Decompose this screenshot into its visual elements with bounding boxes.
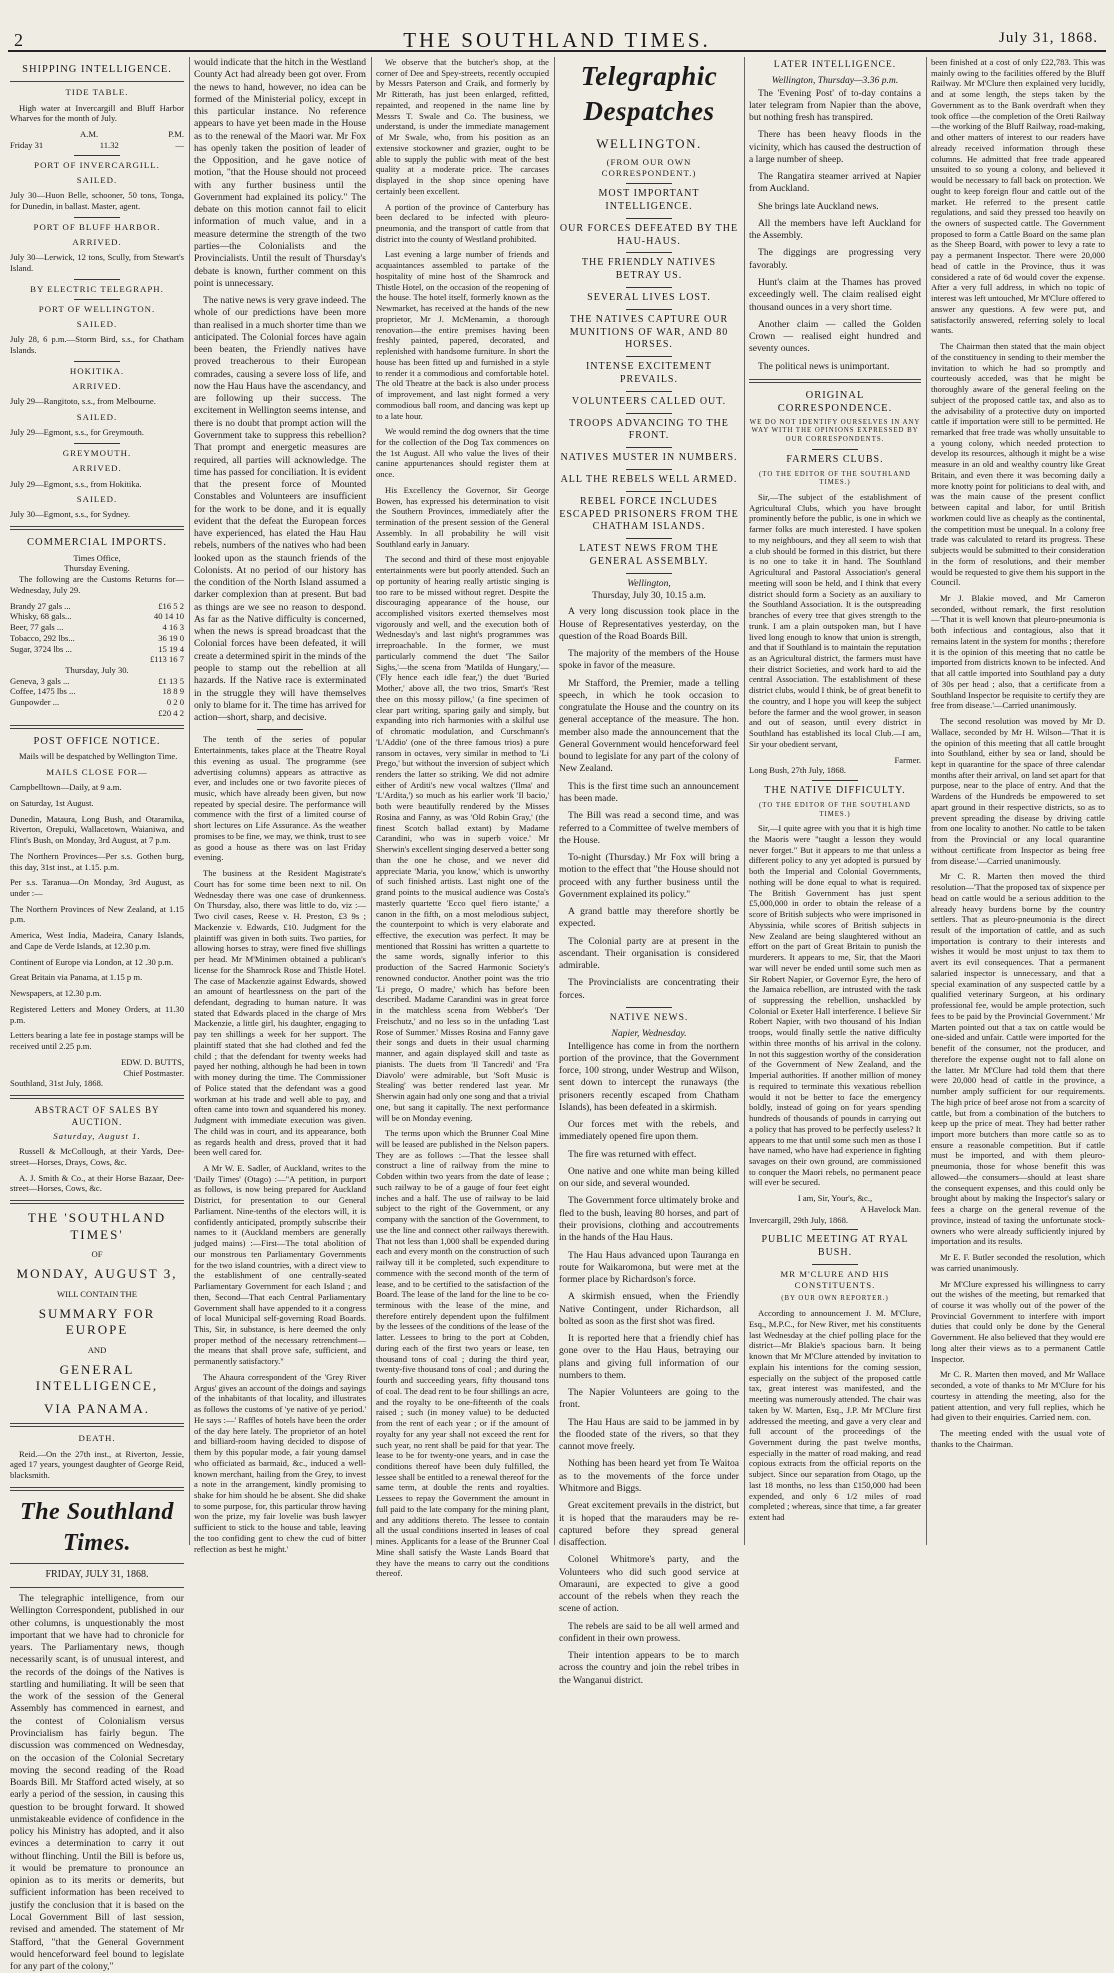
masthead-rule bbox=[8, 50, 1106, 52]
tide-table-header: TIDE TABLE. bbox=[65, 87, 129, 98]
news-item: A Mr W. E. Sadler, of Auckland, writes to the 'Daily Times' (Otago) :—"A petition, in purport as follows, is now being prepared for Auckland District, for presentation to our General Parliament. Nine-tenths of the electors will, it is confidently anticipated, promptly subscribe their names to it (Auckland members are generally judged mains) :—First—The total abolition of our monstrous ten Parliamentary Governments for the two island countries, with a direct view to the establishment of one centrally-seated Parliamentary Government for each Island ; and then, Second—That each Central Parliamentary Government shall have appended to it a congress of local Municipal self-governing Road Boards. This, Sir, in substance, is here deemed the only proper method of the necessary retrenchment—the means that shall prove safe, sufficient, and permanently satisfactory." bbox=[194, 1162, 366, 1367]
despatch-paragraph: A skirmish ensued, when the Friendly Native Contingent, under Richardson, all bolted as soon as the first shot was fired. bbox=[559, 1291, 739, 1327]
native-news-header: NATIVE NEWS. bbox=[609, 1011, 689, 1023]
postmaster-signature: EDW. D. BUTTS, bbox=[121, 1056, 184, 1067]
letter-signature: Farmer. bbox=[894, 754, 921, 765]
headline: LATEST NEWS FROM THE GENERAL ASSEMBLY. bbox=[579, 543, 719, 567]
article-paragraph: The native news is very grave indeed. The whole of our predictions have been more than realised in a much shorter time than we anticipated. The Colonial forces have again been beaten, the Friendly natives have proved treacherous to their European comrades, causing a severe loss of life, and now the Hau Haus have the ascendancy, and are following up their success. The excitement in Wellington seems intense, and there is no doubt that prompt action will the Government take to suppress this rebellion? That prompt and energetic measures are required, all parties will acknowledge. The time has passed for conciliation. It is evident that the present force of Mounted Constables and Volunteers are insufficient for the work to be done, and it is equally evident that the defeat the European forces have experienced, has elated the Hau Hau rebels, numbers of the natives who had been looked upon as the staunch friends of the Colonists. At no period of our history has the condition of the North Island assumed a darker complexion than at present. But bad as things are we see no reason to despond. As far as the Native difficulty is concerned, when the news is spread broadcast that the Colonial forces have been defeated, it will create a determined spirit in the minds of the people to stamp out the rebellion at all hazards. If the Native race is exterminated in the struggle they will have themselves only to blame for it. The time has arrived for action—short, sharp, and decisive. bbox=[194, 295, 366, 724]
column-6 bbox=[931, 57, 1105, 1545]
customs-row: Brandy 27 gals ... £16 5 2 bbox=[10, 600, 184, 611]
shipping-entry: July 30—Lerwick, 12 tons, Scully, from Stewart's Island. bbox=[10, 252, 184, 273]
shipping-entry: July 29—Egmont, s.s., for Greymouth. bbox=[10, 427, 144, 438]
news-item: His Excellency the Governor, Sir George Bowen, has expressed his determination to visit the Southern Provinces, immediately after the termination of the present session of the General Assembly. In all probability he will visit Southland early in January. bbox=[376, 484, 549, 549]
despatch-paragraph: One native and one white man being killed on our side, and several wounded. bbox=[559, 1165, 739, 1190]
post-item: Newspapers, at 12.30 p.m. bbox=[10, 988, 102, 999]
news-item: We would remind the dog owners that the time for the collection of the Dog Tax commences on the 1st August. All who value the lives of their canine appurtenances should register them at once. bbox=[376, 426, 549, 480]
news-item: The Ahaura correspondent of the 'Grey River Argus' gives an account of the doings and sayings of the inhabitants of that locality, and illustrates as follows the customs of 'ye native of ye period.' He says :—' Raffles of hotels have been the order of the day here lately. The proprietor of an hotel and billiard-room having decided to dispose of them by this popular mode, a fair young damsel who officiated as barmaid, &c., induced a well-known merchant, hailing from the Grey, to invest a note in the arrangement, kindly promising to shake for him should he be absent. She did shake to some purpose, for, this particular throw having won the prize, my fair lovelie was bush lawyer sufficient to stick to the house and table, leaving the too confiding gent to chew the cud of bitter reflection as best he might.' bbox=[194, 1371, 366, 1554]
shipping-entry: July 29—Rangitoto, s.s., from Melbourne. bbox=[10, 396, 156, 407]
despatch-paragraph: The Hau Haus are said to be jammed in by the flooded state of the rivers, so that they cannot move freely. bbox=[559, 1416, 739, 1453]
despatch-paragraph: All the members have left Auckland for the Assembly. bbox=[749, 217, 921, 242]
headline: TROOPS ADVANCING TO THE FRONT. bbox=[569, 417, 729, 442]
customs-row: Sugar, 3724 lbs ... 15 19 4 bbox=[10, 643, 184, 654]
despatch-paragraph: The Bill was read a second time, and was referred to a Committee of twelve members of the House. bbox=[559, 810, 739, 846]
headline: REBEL FORCE INCLUDES ESCAPED PRISONERS FROM THE CHATHAM ISLANDS. bbox=[559, 495, 739, 533]
headline: MOST IMPORTANT INTELLIGENCE. bbox=[598, 188, 700, 213]
meeting-report: Mr E. F. Butler seconded the resolution, which was carried unanimously. bbox=[931, 1252, 1105, 1273]
nameplate: The Southland Times. bbox=[20, 1498, 174, 1556]
column-5: LATER INTELLIGENCE. Wellington, Thursday—3.36 p.m. The 'Evening Post' of to-day contains a later telegram from Napier than the above, but nothing fresh has transpired. There has been heavy floods in the vicinity, which has caused the destruction of a large number of sheep. The Rangatira steamer arrived at Napier from Auckland. She brings late Auckland news. All the members have left Auckland for the Assembly. The diggings are progressing very favorably. Hunt's claim at the Thames has proved exceedingly well. The claim realised eight thousand ounces in a very short time. Another claim — called the Golden Crown — realised eight hundred and seventy ounces. The political news is unimportant. ORIGINAL CORRESPONDENCE. WE DO NOT IDENTIFY OURSELVES IN ANY WAY WITH THE OPINIONS EXPRESSED BY OUR CORRESPONDENTS. FARMERS CLUBS. (TO THE EDITOR OF THE SOUTHLAND TIMES.) Sir,—The subject of the establishment of Agricultural Clubs, which you have brought prominently before the public, is one in which we farmer folks are much interested. I have spoken to my neighbours, and they all seem to wish that a club should be formed in this district, but there is no one to take it in hand. The Southland Agricultural and Pastoral Association's general meeting will soon be held, and I think that every district should form a Society as an auxiliary to the Southland Association. It is the outspreading branches of every tree that gives strength to the trunk. I am a plain outspoken man, but I have lived long enough to know that union is strength, and that if Southland is to maintain the reputation as an Agricultural district, the farmers must have their district Societies, and work hard to aid the central Association. The establishment of these district clubs, would I think, be of great benefit to the country, and I hope you will keep the subject before the farmer and the wool grower, in season and out of season, until every district in Southland has established its local Club.—I am, Sir your obedient servant, Farmer. Long Bush, 27th July, 1868. THE NATIVE DIFFICULTY. (TO THE EDITOR OF THE SOUTHLAND TIMES.) Sir,—I quite agree with you that it is high time the Maoris were "taught a lesson they would never forget." But it appears to me that unless a different policy to any yet adopted is pursued by both the Imperial and Colonial Governments, nothing will be done equal to what is required. The British Government has just spent £5,000,000 in order to obtain the release of a score of British subjects who were imprisoned in Abyssinia, while scores of British subjects in New Zealand are being slaughtered without an effort on the part of Great Britain to punish the murderers. It appears to me, Sir, that the Maori war will never be ended until some such men as Sir Robert Napier, or Governor Eyre, the hero of the Jamaica rebellion, are intrusted with the task of suppressing the rebellion, unshackled by Colonial or Exeter Hall interference. I believe Sir Robert Napier, with two thousand of his Indian troops, would finally settle the native difficulty within three months of his arrival in the colony. In not this suggestion worthy of the consideration of the Government of New Zealand, and the Imperial authorities. If another million of money is required to terminate this vexatious rebellion would it not be better to face the emergency boldly, instead of going on for years spending hundreds of thousands of pounds in carrying out a policy that has proved to be perfectly useless? It appears to me that until some such men as those I have named, who have had experience in fighting savages on their own ground, are commissioned to conquer the Maori rebels, no permanent peace will ever be secured. I am, Sir, Your's, &c., A Havelock Man. Invercargill, 29th July, 1868. PUBLIC MEETING AT RYAL BUSH. MR M'CLURE AND HIS CONSTITUENTS. (BY OUR OWN REPORTER.) According to announcement J. M. M'Clure, Esq., M.P.C., for New River, met his constituents last Wednesday at the chief polling place for the district—Mr Blakie's spacious barn. It being known that Mr M'Clure attended by invitation to explain his intentions for the coming session, especially on the subject of the proposed cattle tax, great interest was manifested, and the meeting was numerously attended. The chair was taken by W. Marten, Esq., J.P. Mr M'Clure first addressed the meeting, and gave a very clear and full account of the proceedings of the Government during the past twelve months, especially in the matter of road making, and read copious extracts from the official reports on the subject. Since our separation from Otago, up the last 18 months, no less than £150,000 had been expended, and only 6 1/2 miles of road completed ; whereas, since that time, a far greater extent had bbox=[749, 59, 921, 1523]
masthead bbox=[0, 0, 1114, 52]
despatch-paragraph: The Napier Volunteers are going to the front. bbox=[559, 1387, 739, 1411]
meeting-report: Mr J. Blakie moved, and Mr Cameron seconded, without remark, the first resolution—'That it is well known that pleuro-pneumonia is both infectious and contagious, also that it remains latent in the system for months ; therefore it is the opinion of this meeting that no cattle be imported from districts known to be infected. And that all cattle imported into Southland pay a duty of 30s per head ; also, that a certificate from a Southland Inspector be requisite to certify they are free from disease.'—Carried unanimously. bbox=[931, 592, 1105, 711]
customs-intro: The following are the Customs Returns for—Wednesday, July 29. bbox=[10, 574, 184, 595]
despatch-paragraph: Our forces met with the rebels, and immediately opened fire upon them. bbox=[559, 1119, 739, 1143]
shipping-header: SHIPPING INTELLIGENCE. bbox=[22, 64, 172, 75]
newspaper-title: THE SOUTHLAND TIMES. bbox=[403, 28, 711, 52]
headline: INTENSE EXCITEMENT PREVAILS. bbox=[585, 361, 713, 385]
death-header: DEATH. bbox=[78, 1433, 116, 1444]
meeting-report: Mr C. R. Marten then moved the third resolution—'That the proposed tax of sixpence per head on cattle would be a serious addition to the already heavy burdens borne by the country settlers. That as pleuro-pneumonia is the direct result of the importation of cattle, and as such importation is contrary to their interests and wishes it would be most unjust to tax them to avert its evil consequences. That a permanent salaried inspector is unnecessary, and that a special examination of any suspected cattle by a qualified veterinary Surgeon, at his ordinary professional fee, would be ample protection, such fees to be paid by the Provincial Government.' Mr Marten pointed out that a tax on cattle would be one-sided and unfair. Cattle were imported for the benefit of the consumer, not the producer, and therefore the expense ought not to fall alone on the latter. Mr M'Clure had told them that there were 20,000 head of cattle in the province, a number amply sufficient for our requirements. The high price of beef arose not from a scarcity of cattle, but from a combination of the butchers to keep up the price of meat. They had better rather import more butchers than more cattle so as to ensure a reasonable competition. But if cattle must be imported, and with them pleuro-pneumonia, those for whose benefit this was allowed—the consumers—should at least share the consequent expenses, and this could only be brought about by making the Inspector's salary or fees a charge on the general revenue of the province, instead of taxing the unfortunate stock-owners who were already sufficiently injured by importation and its results. bbox=[931, 871, 1105, 1247]
public-meeting-header: PUBLIC MEETING AT RYAL BUSH. bbox=[761, 1234, 909, 1259]
letter-body: Sir,—The subject of the establishment of Agricultural Clubs, which you have brought prominently before the public, is one in which we farmer folks are much interested. I have spoken to my neighbours, and they all seem to wish that a club should be formed in this district, but there is no one to take it in hand. The Southland Agricultural and Pastoral Association's general meeting will soon be held, and I think that every district should form a Society as an auxiliary to the Southland Association. It is the outspreading branches of every tree that gives strength to the trunk. I am a plain outspoken man, but I have lived long enough to know that union is strength, and that if Southland is to maintain the reputation as an Agricultural district, the farmers must have their district Societies, and work hard to aid the central Association. The establishment of these district clubs, would I think, be of great benefit to the country, and I hope you will keep the subject before the farmer and the wool grower, in season and out of season, until every district in Southland has established its local Club.—I am, Sir your obedient servant, bbox=[749, 491, 921, 749]
port-bluff: PORT OF BLUFF HARBOR. bbox=[33, 221, 161, 232]
news-item: The second and third of these most enjoyable entertainments were but poorly attended. Such an op portunity of hearing really artistic singing is too rare to be missed without regret. Despite the discouraging appearance of the house, our accomplished visitors exerted themselves most vigorously and well, and the execution both of Wednesday's and last night's programmes was irreproachable. In the former, we must particularly commend the duet 'The Sailor Sighs,'—the scena from 'Matilda of Hungary,'—('Fly hence each idle fear,') the duet 'Buried Mother,' above all, the two trios, Smart's 'Rest thee on this mossy pillow,' (a fine specimen of clear part writing, sparing gaily and simply, but expanding into rich harmonies with a skilful use of chromatic modulation, and Curschmann's 'L'Addio' (one of the three famous trios) a pure ransom in octaves, very similar in method to 'Li Prego,' but without the inversion of subject which renders the latter so striking. We did not admire either of Arditi's new vocal waltzes ('Ilma' and 'L'Ardita,') so much as his earlier work 'Il bacio,' both were beautifully rendered by the Misses Rosina and Fanny, as was 'Old Robin Gray,' (the finest Scotch ballad extant) by Madame Carandini, who was in superb voice.' Mr Sherwin's excellent singing deserved a better song than the one he chose, and we never did appreciate 'Maria, you know,' which is unworthy of such finished artists. Last night one of the grand points to the musical audience was Costa's masterly quartette 'Ecco quel fiero istante,' a canon in the fifth, on a most melodious subject, the counterpoint to which is very elaborate and effective, the execution was perfect. It may be mentioned that Rossini has written a quartette to the same words, signally inferior to this production of the Sacred Harmonic Society's renowned conductor. Another point was the trio 'Li prego, O madre,' which has before been described. Madame Carandini was in great force in the matchless scena from Webber's 'Der Freischutz,' and no less so in the unfading 'Last Rose of Summer.' Misses Rosina and Fanny gave their songs and duets in their usual charming manner, and again displayed skill and taste as pianists. The duets from 'Il Tancredi' and 'Fra Diavolo' were admirable, but 'Soft Music is Stealing' was better rendered last year. Mr Sherwin again had only one song and that a trivial one, but sang it capitally. The next performance will be on Monday evening. bbox=[376, 554, 549, 1123]
meeting-report: The second resolution was moved by Mr D. Wallace, seconded by Mr H. Wilson—'That it is the opinion of this meeting that all cattle brought into Southland, either by sea or land, should be kept in quarantine for the space of three calendar months after their arrival, on land set apart for that purpose, near to the place of entry. And that the Wardens of the Hundreds be empowered to set apart ground in their respective districts, so as to prevent spreading the disease by driving cattle from one locality to another. No cattle to be taken from the Provincial or any local quarantine without certificate from Inspector as being free from disease.'—Carried unanimously. bbox=[931, 716, 1105, 866]
port-wellington: PORT OF WELLINGTON. bbox=[38, 303, 156, 314]
post-item: Campbelltown—Daily, at 9 a.m. bbox=[10, 782, 122, 793]
despatch-paragraph: Colonel Whitmore's party, and the Volunteers who did such good service at Omarauni, are expected to give a good account of the rebels when they reach the scene of action. bbox=[559, 1554, 739, 1615]
despatch-paragraph: The 'Evening Post' of to-day contains a later telegram from Napier than the above, but nothing fresh has transpired. bbox=[749, 87, 921, 124]
tide-note: High water at Invercargill and Bluff Harbor Wharves for the month of July. bbox=[10, 102, 184, 124]
auction-entry: Russell & McCollough, at their Yards, Dee-street—Horses, Drays, Cows, &c. bbox=[10, 1146, 184, 1167]
meeting-report: The Chairman then stated that the main object of the constituency in sending to their member the invitation to which he had so promptly and courteously acceded, was that he might be thoroughly aware of the general feeling on the subject of the proposed cattle tax, and also as to the advisability of a protective duty on imported cattle if importation were still to be permitted. He remarked that free trade was wholly unsuitable to a young colony, which needed protection to develop its resources, although it might be a wise measure in an old and wealthy country like Great Britain, and even there it was becoming daily a more knotty point for politicians to deal with, and was the main cause of the present conflict between capital and labor, for until British workmen could live as cheaply as the continental, the competition must be unequal. In a colony free trade was calculated to retard its progress. These subjects would be submitted to their consideration in the form of resolutions, and their member would be requested to give them his support in the Council. bbox=[931, 341, 1105, 588]
shipping-entry: July 29—Egmont, s.s., from Hokitika. bbox=[10, 478, 142, 489]
issue-date: July 31, 1868. bbox=[998, 30, 1098, 46]
customs-total: £113 16 7 bbox=[149, 654, 184, 665]
despatch-paragraph: The Colonial party are at present in the ascendant. Their organisation is considered admirable. bbox=[559, 935, 739, 972]
post-item: Great Britain via Panama, at 1.15 p m. bbox=[10, 972, 143, 983]
customs-total: £20 4 2 bbox=[158, 707, 184, 718]
dateline-city: WELLINGTON. bbox=[596, 136, 702, 152]
despatch-paragraph: The political news is unimportant. bbox=[758, 360, 890, 372]
customs-row: Gunpowder ... 0 2 0 bbox=[10, 697, 184, 708]
customs-row: Geneva, 3 gals ... £1 13 5 bbox=[10, 675, 184, 686]
despatch-paragraph: The Provincialists are concentrating their forces. bbox=[559, 977, 739, 1001]
correspondence-header: ORIGINAL CORRESPONDENCE. bbox=[777, 389, 893, 415]
port-invercargill: PORT OF INVERCARGILL. bbox=[34, 159, 160, 170]
column-4: Telegraphic Despatches WELLINGTON. (FROM OUR OWN CORRESPONDENT.) MOST IMPORTANT INTELLIGENCE. OUR FORCES DEFEATED BY THE HAU-HAUS. THE FRIENDLY NATIVES BETRAY US. SEVERAL LIVES LOST. THE NATIVES CAPTURE OUR MUNITIONS OF WAR, AND 80 HORSES. INTENSE EXCITEMENT PREVAILS. VOLUNTEERS CALLED OUT. TROOPS ADVANCING TO THE FRONT. NATIVES MUSTER IN NUMBERS. ALL THE REBELS WELL ARMED. REBEL FORCE INCLUDES ESCAPED PRISONERS FROM THE CHATHAM ISLANDS. LATEST NEWS FROM THE GENERAL ASSEMBLY. Wellington, Thursday, July 30, 10.15 a.m. A very long discussion took place in the House of Representatives yesterday, on the question of the Road Boards Bill. The majority of the members of the House spoke in favor of the measure. Mr Stafford, the Premier, made a telling speech, in which he took occasion to congratulate the House and the country on its general acceptance of the measure. The hon. member also made the announcement that the General Government would henceforward feel bound to legislate for any part of the colony of New Zealand. This is the first time such an announcement has been made. The Bill was read a second time, and was referred to a Committee of twelve members of the House. To-night (Thursday.) Mr Fox will bring a motion to the effect that "the House should not proceed with any further business until the Government explained its policy." A grand battle may therefore shortly be expected. The Colonial party are at present in the ascendant. Their organisation is considered admirable. The Provincialists are concentrating their forces. NATIVE NEWS. Napier, Wednesday. Intelligence has come in from the northern portion of the province, that the Government force, 100 strong, under Westrup and Wilson, sent down to intercept the runaways (the prisoners recently escaped from Chatham Islands), has been defeated in a skirmish. Our forces met with the rebels, and immediately opened fire upon them. The fire was returned with effect. One native and one white man being killed on our side, and several wounded. The Government force ultimately broke and fled to the bush, leaving 80 horses, and part of their provisions, clothing and accoutrements in the hands of the Hau Haus. The Hau Haus advanced upon Tauranga en route for Waikaromona, but were met at the former place by Richardson's force. A skirmish ensued, when the Friendly Native Contingent, under Richardson, all bolted as soon as the first shot was fired. It is reported here that a friendly chief has gone over to the Hau Haus, betraying our plans and giving full information of our numbers to them. The Napier Volunteers are going to the front. The Hau Haus are said to be jammed in by the flooded state of the rivers, so that they cannot move freely. Nothing has been heard yet from Te Waitoa as to the movements of the force under Whitmore and Biggs. Great excitement prevails in the district, but it is hoped that the marauders may be re-captured before they spread general disaffection. Colonel Whitmore's party, and the Volunteers who did such good service at Omarauni, are expected to give a good account of the rebels when they reach the scene of action. The rebels are said to be all well armed and confident in their own prowess. Their intention appears to be to march across the country and join the rebel tribes in the Wanganui district. bbox=[559, 61, 739, 1686]
despatch-paragraph: Mr Stafford, the Premier, made a telling speech, in which he took occasion to congratulate the House and the country on its general acceptance of the measure. The hon. member also made the announcement that the General Government would henceforward feel bound to legislate for any part of the colony of New Zealand. bbox=[559, 677, 739, 775]
customs-row: Coffee, 1475 lbs ... 18 8 9 bbox=[10, 686, 184, 697]
post-item: The Northern Provinces of New Zealand, at 1.15 p.m. bbox=[10, 903, 184, 925]
post-item: Dunedin, Mataura, Long Bush, and Otaramika, Riverton, Orepuki, Wallacetown, Waianiwa, and Flint's Bush, on Monday, 3rd August, at 7 p.m. bbox=[10, 813, 184, 846]
letter-body: Sir,—I quite agree with you that it is high time the Maoris were "taught a lesson they would never forget." But it appears to me that unless a different policy to any yet adopted is pursued by both the Imperial and Colonial Governments, nothing will be done equal to what is required. The British Government has just spent £5,000,000 in order to obtain the release of a score of British subjects who were imprisoned in Abyssinia, while scores of British subjects in New Zealand are being slaughtered without an effort on the part of Great Britain to punish the murderers. It appears to me, Sir, that the Maori war will never be ended until some such men as Sir Robert Napier, or Governor Eyre, the hero of the Jamaica rebellion, are intrusted with the task of suppressing the rebellion, unshackled by Colonial or Exeter Hall interference. I believe Sir Robert Napier, with two thousand of his Indian troops, would finally settle the native difficulty within three months of his arrival in the colony. In not this suggestion worthy of the consideration of the Government of New Zealand, and the Imperial authorities. If another million of money is required to terminate this vexatious rebellion would it not be better to face the emergency boldly, instead of going on for years spending hundreds of thousands of pounds in carrying out a policy that has proved to be perfectly useless? It appears to me that until some such men as those I have named, who have had experience in fighting savages on their own ground, are commissioned to conquer the Maori rebels, no permanent peace will ever be secured. bbox=[749, 823, 921, 1188]
shipping-entry: July 30—Huon Belle, schooner, 50 tons, Tonga, for Dunedin, in ballast. Master, agent. bbox=[10, 190, 184, 211]
tide-columns: A.M. P.M. bbox=[80, 129, 184, 140]
headline: VOLUNTEERS CALLED OUT. bbox=[571, 395, 727, 407]
telegraphic-despatches-title: Telegraphic Despatches bbox=[580, 61, 718, 126]
later-intelligence-header: LATER INTELLIGENCE. bbox=[773, 59, 897, 70]
headline: THE NATIVES CAPTURE OUR MUNITIONS OF WAR, AND 80 HORSES. bbox=[569, 313, 729, 351]
news-item: The business at the Resident Magistrate's Court has for some time been next to nil. On Wednesday there was one case of drunkenness. On Thursday, also, there was little to do, viz :—Two civil cases, Reese v. H. Preston, £3 9s ; Mackenzie v. Edwards, £10. Judgment for the plaintiff was given in both suits. Two parties, for allowing horses to stray, were fined five shillings per head. Mr M'Minimen obtained a publican's license for the Shamrock Rose and Thistle Hotel. The case of Mackenzie against Edwards, showed an amount of heartlessness on the part of the defendant, degrading to human nature. It was stated that Edwards placed in the charge of Mrs Mackenzie, a little girl, his daughter, engaging to pay ten shillings a week for her support. The plaintiff stated that she had clothed and fed the child ; that the defendant for twenty weeks had payed her nothing, although he had been in town with money during the time. The Commissioner of Police stated that the defendant was a good workman at his trade and well able to pay, and often came into town and squandered his money. Judgment with immediate execution was given. The child was in court, and its appearance, both as regards health and dress, proved that it had been well cared for. bbox=[194, 868, 366, 1158]
shipping-entry: July 30—Egmont, s.s., for Sydney. bbox=[10, 509, 130, 520]
customs-row: Tobacco, 292 lbs... 36 19 0 bbox=[10, 632, 184, 643]
despatch-paragraph: She brings late Auckland news. bbox=[758, 200, 879, 212]
letter-signature: A Havelock Man. bbox=[860, 1203, 921, 1214]
despatch-paragraph: The Rangatira steamer arrived at Napier from Auckland. bbox=[749, 171, 921, 195]
column-rule bbox=[744, 57, 745, 1545]
headline: OUR FORCES DEFEATED BY THE HAU-HAUS. bbox=[559, 222, 739, 247]
despatch-paragraph: Intelligence has come in from the northern portion of the province, that the Government force, 100 strong, under Westrup and Wilson, sent down to intercept the runaways (the prisoners recently escaped from Chatham Islands), has been defeated in a skirmish. bbox=[559, 1040, 739, 1113]
customs-row: Beer, 77 gals ... 4 16 3 bbox=[10, 622, 184, 633]
headline: ALL THE REBELS WELL ARMED. bbox=[560, 473, 738, 485]
despatch-paragraph: Nothing has been heard yet from Te Waitoa as to the movements of the force under Whitmore and Biggs. bbox=[559, 1458, 739, 1495]
despatch-paragraph: A grand battle may therefore shortly be expected. bbox=[559, 906, 739, 930]
news-item: The terms upon which the Brunner Coal Mine will be leased are published in the Nelson papers. They are as follows :—That the lessee shall construct a line of railway from the mine to Cobden within two years from the date of lease ; such railway to be of a gauge of four feet eight inches and a half. The use of railway to be laid subject to the right of the Government, or any company with the sanction of the Government, to use the line and connect other railways therewith. That not less than 1,000 shall be expended during each and every month on the construction of such railway till it be completed, such expenditure to commence with the second month of the term of lease, and to be certified to the satisfaction of the Board. The lease of the land for the line to be co-terminous with the lease of the mine, and therefore entirely dependent upon the fulfilment by the lessees of the conditions of the lease of the latter. Lessees to bring to the port at Cobden, during each of the first two years or lease, ten thousand tons of coal ; during the third year, twenty-five thousand tons of coal ; and during the fourth and succeeding years, fifty thousand tons of coal. The dead rent to be four shillings an acre, and the royalty to be one-fifteenth of the coals raised ; such (in money value) to be deducted from the rent of each year ; or if the amount of royalty for any year shall not exceed the rent for such year, no rent shall be paid for that year. The lease to be for twenty-one years, and in case the conditions thereof have been duly fulfilled, the lessee shall be entitled to a renewal thereof for the same term, at double the rents and royalties. Lessees to repay the Government the amount in full paid to the late company for the mining plant, and any additions thereto. The lessee to contain all the usual conditions inserted in leases of coal mines. Applicants for a lease of the Brunner Coal Mine shall satisfy the Waste Lands Board that they have the means to carry out the conditions thereof. bbox=[376, 1128, 549, 1579]
despatch-paragraph: The majority of the members of the House spoke in favor of the measure. bbox=[559, 648, 739, 672]
column-3 bbox=[376, 57, 549, 1579]
despatch-paragraph: A very long discussion took place in the House of Representatives yesterday, on the question of the Road Boards Bill. bbox=[559, 606, 739, 642]
post-item: on Saturday, 1st August. bbox=[10, 797, 94, 808]
despatch-paragraph: It is reported here that a friendly chief has gone over to the Hau Haus, betraying our plans and giving full information of our numbers to them. bbox=[559, 1333, 739, 1381]
customs-row: Whisky, 68 gals... 40 14 10 bbox=[10, 611, 184, 622]
despatch-paragraph: The diggings are progressing very favorably. bbox=[749, 247, 921, 271]
electric-telegraph: BY ELECTRIC TELEGRAPH. bbox=[30, 283, 164, 294]
death-notice: Reid.—On the 27th inst., at Riverton, Jessie, aged 17 years, youngest daughter of George Reid, blacksmith. bbox=[10, 1448, 184, 1481]
meeting-report: According to announcement J. M. M'Clure, Esq., M.P.C., for New River, met his constituents last Wednesday at the chief polling place for the district—Mr Blakie's spacious barn. It being known that Mr M'Clure attended by invitation to explain his intentions for the coming session, especially on the subject of the proposed cattle tax, great interest was manifested, and the meeting was numerously attended. The chair was taken by W. Marten, Esq., J.P. Mr M'Clure first addressed the meeting, and gave a very clear and full account of the proceedings of the Government during the past twelve months, especially in the matter of road making, and read copious extracts from the official reports on the subject. Since our separation from Otago, up the last 18 months, no less than £150,000 had been expended, and only 6 1/2 miles of road completed ; whereas, since that time, a far greater extent had bbox=[749, 1308, 921, 1523]
tide-row: Friday 31 11.32 — bbox=[10, 139, 184, 150]
leader-article: The telegraphic intelligence, from our Wellington Correspondent, published in our other columns, is unquestionably the most important that we have had to chronicle for years. The Parliamentary news, though necessarily scant, is of unusual interest, and the records of the doings of the Natives is startling and humiliating. It will be seen that the work of the session of the General Assembly has commenced in earnest, and the contest of Colonialism versus Provincialism has fairly begun. The discussion was commenced on Wednesday, on the occasion of the Colonial Secretary moving the second reading of the Road Boards Bill. Mr Stafford acted wisely, at so early a period of the session, in causing this question to be brought forward. It showed unmistakeable evidence of confidence in the policy his Ministry has adopted, and it also evinces a determination to carry it out without flinching. Until the Bill is before us, it would be premature to pronounce an opinion as to its merits or demerits, but sufficient information has been received to justify the conclusion that it is based on the Local Government Bill of last session, revised and amended. The statement of Mr Stafford, "that the General Government would henceforward feel bound to legislate for any part of the colony," bbox=[10, 1593, 184, 1973]
column-rule bbox=[926, 57, 927, 1545]
news-item: We observe that the butcher's shop, at the corner of Dee and Spey-streets, recently occupied by Messrs Paterson and Craik, and formerly by Mr Ritterath, has just been enlarged, refitted, repainted, and reopened in the name line by Messrs T. Swale and Co. The business, we understand, is under the immediate management of Mr Swale, who, from his position as an extensive stockowner and grazier, ought to be able to supply the public with meat of the best quality at a moderate price. The carcases displayed in the shop since opening have certainly been excellent. bbox=[376, 57, 549, 196]
column-1: SHIPPING INTELLIGENCE. TIDE TABLE. High water at Invercargill and Bluff Harbor Wharves for the month of July. A.M. P.M. Friday 31 11.32 — PORT OF INVERCARGILL. SAILED. July 30—Huon Belle, schooner, 50 tons, Tonga, for Dunedin, in ballast. Master, agent. PORT OF BLUFF HARBOR. ARRIVED. July 30—Lerwick, 12 tons, Scully, from Stewart's Island. BY ELECTRIC TELEGRAPH. PORT OF WELLINGTON. SAILED. July 28, 6 p.m.—Storm Bird, s.s., for Chatham Islands. HOKITIKA. ARRIVED. July 29—Rangitoto, s.s., from Melbourne. SAILED. July 29—Egmont, s.s., for Greymouth. GREYMOUTH. ARRIVED. July 29—Egmont, s.s., from Hokitika. SAILED. July 30—Egmont, s.s., for Sydney. COMMERCIAL IMPORTS. Times Office, Thursday Evening. The following are the Customs Returns for—Wednesday, July 29. Brandy 27 gals ... £16 5 2 Whisky, 68 gals... 40 14 10 Beer, 77 gals ... 4 16 3 Tobacco, 292 lbs... 36 19 0 Sugar, 3724 lbs ... 15 19 4 £113 16 7 Thursday, July 30. Geneva, 3 gals ... £1 13 5 Coffee, 1475 lbs ... 18 8 9 Gunpowder ... 0 2 0 £20 4 2 POST OFFICE NOTICE. Mails will be despatched by Wellington Time. MAILS CLOSE FOR— Campbelltown—Daily, at 9 a.m. on Saturday, 1st August. Dunedin, Mataura, Long Bush, and Otaramika, Riverton, Orepuki, Wallacetown, Waianiwa, and Flint's Bush, on Monday, 3rd August, at 7 p.m. The Northern Provinces—Per s.s. Gothen burg, this day, 31st inst., at 1.15. p.m. Per s.s. Taranua—On Monday, 3rd August, as under :— The Northern Provinces of New Zealand, at 1.15 p.m. America, West India, Madeira, Canary Islands, and Cape de Verde Islands, at 12.30 p.m. Continent of Europe via London, at 12 .30 p.m. Great Britain via Panama, at 1.15 p m. Newspapers, at 12.30 p.m. Registered Letters and Money Orders, at 11.30 p.m. Letters bearing a late fee in postage stamps will be received until 2.25 p.m. EDW. D. BUTTS, Chief Postmaster. Southland, 31st July, 1868. ABSTRACT OF SALES BY AUCTION. Saturday, August 1. Russell & McCollough, at their Yards, Dee-street—Horses, Drays, Cows, &c. A. J. Smith & Co., at their Horse Bazaar, Dee-street—Horses, Cows, &c. THE 'SOUTHLAND TIMES' OF MONDAY, AUGUST 3, WILL CONTAIN THE SUMMARY FOR EUROPE AND GENERAL INTELLIGENCE, VIA PANAMA. DEATH. Reid.—On the 27th inst., at Riverton, Jessie, aged 17 years, youngest daughter of George Reid, blacksmith. The Southland Times. FRIDAY, JULY 31, 1868. The telegraphic intelligence, from our Wellington Correspondent, published in our other columns, is unquestionably the most important that we have had to chronicle for years. The Parliamentary news, though necessarily scant, is of unusual interest, and the records of the doings of the Natives is startling and humiliating. It will be seen that the work of the session of the General Assembly has commenced in earnest, and the contest of Colonialism versus Provincialism has fairly begun. The discussion was commenced on Wednesday, on the occasion of the Colonial Secretary moving the second reading of the Road Boards Bill. Mr Stafford acted wisely, at so early a period of the session, in causing this question to be brought forward. It showed unmistakeable evidence of confidence in the policy his Ministry has adopted, and it also evinces a determination to carry it out without flinching. Until the Bill is before us, it would be premature to pronounce an opinion as to its merits or demerits, but sufficient information has been received to justify the conclusion that it is based on the Local Government Bill of last session, revised and amended. The statement of Mr Stafford, "that the General Government would henceforward feel bound to legislate for any part of the colony," bbox=[10, 64, 184, 1973]
meeting-report: Mr M'Clure expressed his willingness to carry out the wishes of the meeting, but remarked that of course it was wholly out of the power of the Provincial Government to interfere with import duties that could only be done by the General Government. He also believed that they would ere long alter their views as to a permanent Cattle Inspector. bbox=[931, 1278, 1105, 1364]
meeting-report: Mr C. R. Marten then moved, and Mr Wallace seconded, a vote of thanks to Mr M'Clure for his courtesy in attending the meeting, also for the patient attention, and very full replies, which he had given to their enquiries. Carried nem. con. bbox=[931, 1369, 1105, 1423]
news-item: Last evening a large number of friends and acquaintances assembled to partake of the hospitality of mine host of the Shamrock and Thistle Hotel, on the occasion of the reopening of the house. The hotel itself, formerly known as the Newmarket, has received at the hands of the new proprietor, Mr J. McMenamin, a thorough renovation—the entire premises having been freshly painted, papered, decorated, and replenished with handsome furniture. In short the house has been fitted up and furnished in a style to render it a commodious and comfortable hotel. The old Theatre at the back is also under process of improvement, and last night formed a very commodious ball room, and dancing was kept up to a late hour. bbox=[376, 249, 549, 421]
column-rule bbox=[189, 57, 190, 1545]
post-item: America, West India, Madeira, Canary Islands, and Cape de Verde Islands, at 12.30 p.m. bbox=[10, 930, 184, 951]
advertisement-title: THE 'SOUTHLAND TIMES' bbox=[27, 1210, 167, 1242]
auction-header: ABSTRACT OF SALES BY AUCTION. bbox=[34, 1104, 160, 1127]
shipping-entry: July 28, 6 p.m.—Storm Bird, s.s., for Chatham Islands. bbox=[10, 334, 184, 356]
post-office-header: POST OFFICE NOTICE. bbox=[33, 735, 161, 747]
despatch-paragraph: There has been heavy floods in the vicinity, which has caused the destruction of a large number of sheep. bbox=[749, 129, 921, 165]
despatch-paragraph: The Government force ultimately broke and fled to the bush, leaving 80 horses, and part of their provisions, clothing and accoutrements in the hands of the Hau Haus. bbox=[559, 1195, 739, 1244]
auction-entry: A. J. Smith & Co., at their Horse Bazaar, Dee-street—Horses, Cows, &c. bbox=[10, 1172, 184, 1194]
despatch-paragraph: Hunt's claim at the Thames has proved exceedingly well. The claim realised eight thousand ounces in a very short time. bbox=[749, 276, 921, 313]
post-item: Per s.s. Taranua—On Monday, 3rd August, as under :— bbox=[10, 877, 184, 898]
despatch-paragraph: Great excitement prevails in the district, but it is hoped that the marauders may be re-captured before they spread general disaffection. bbox=[559, 1500, 739, 1549]
meeting-report: been finished at a cost of only £22,783. This was mainly owing to the facilities offered by the Bluff Railway. Mr M'Clure then explained very lucidly, and at some length, the steps taken by the Government as to the Bank overdraft when they took office —the completion of the Oreti Railway—the working of the Bluff Railway, road-making, and other matters of interest to our readers have already received information through these columns. He admitted that free trade appeared unsuited to so young a colony, and believed it would be necessary to fall back on protection. We ought to keep foreign flour and cattle out of the market. He referred to the present cattle regulations, and said they pressed too heavily on the owners of suspected cattle. The Government proposed to form a Cattle Board on the same plan as the Sheep Board, with power to levy a rate to pay a permanent Inspector. There were 20,000 head of cattle in the Province, thus it was considered a rate of 6d would cover the expense. After a very full address, in which no topic of interest was left untouched, Mr M'Clure offered to answer any questions. A few were put, and satisfactorily answered, referring solely to local wants. bbox=[931, 57, 1105, 336]
despatch-paragraph: The rebels are said to be all well armed and confident in their own prowess. bbox=[559, 1620, 739, 1644]
article-paragraph: would indicate that the hitch in the Westland County Act had already been got over. From the news to hand, however, no idea can be formed of the Ministerial policy, except in this particular instance. No reference appears to have yet been made in the House as to the renewal of the Maori war. Mr Fox has openly taken the position of leader of the Opposition, and he gave notice of motion, "that the House should not proceed with any further business until the Government had explained its policy." The debate on this motion cannot fail to elicit information of much value, and in a measure determine the strength of the two parties—the Colonialists and the Provincialists. Until the result of Thursday's debate is known, further comment on this point is unnecessary. bbox=[194, 57, 366, 289]
page-number: 2 bbox=[14, 30, 23, 50]
post-item: Continent of Europe via London, at 12 .30 p.m. bbox=[10, 956, 174, 967]
news-item: The tenth of the series of popular Entertainments, takes place at the Theatre Royal this evening as usual. The programme (see advertising columns) appears as attractive as ever, and includes one or two favorite pieces of music, which have already been given, but now repeated by special desire. The performance will commence with the first of a limited course of short lectures on Life Assurance. As the weather promises to be fine, we may, we think, trust to see as good a house as there was on last Friday evening. bbox=[194, 734, 366, 863]
farmers-clubs-header: FARMERS CLUBS. bbox=[786, 453, 884, 465]
post-item: The Northern Provinces—Per s.s. Gothen burg, this day, 31st inst., at 1.15. p.m. bbox=[10, 850, 184, 872]
customs-table-1 bbox=[10, 601, 184, 665]
column-rule bbox=[371, 57, 372, 1545]
post-item: Registered Letters and Money Orders, at 11.30 p.m. bbox=[10, 1003, 184, 1025]
despatch-paragraph: The Hau Haus advanced upon Tauranga en route for Waikaromona, but were met at the former place by Richardson's force. bbox=[559, 1249, 739, 1286]
despatch-paragraph: The fire was returned with effect. bbox=[568, 1148, 697, 1160]
headline: THE FRIENDLY NATIVES BETRAY US. bbox=[581, 257, 717, 282]
despatch-paragraph: Another claim — called the Golden Crown — realised eight hundred and seventy ounces. bbox=[749, 318, 921, 355]
customs-table-2 bbox=[10, 676, 184, 719]
commercial-header: COMMERCIAL IMPORTS. bbox=[27, 537, 167, 549]
despatch-paragraph: Their intention appears to be to march across the country and join the rebel tribes in the Wanganui district. bbox=[559, 1650, 739, 1686]
headline: NATIVES MUSTER IN NUMBERS. bbox=[560, 452, 738, 464]
despatch-paragraph: This is the first time such an announcement has been made. bbox=[559, 780, 739, 804]
native-difficulty-header: THE NATIVE DIFFICULTY. bbox=[764, 785, 906, 797]
column-2 bbox=[194, 57, 366, 1554]
port-greymouth: GREYMOUTH. bbox=[62, 448, 132, 458]
despatch-paragraph: To-night (Thursday.) Mr Fox will bring a motion to the effect that "the House should not proceed with any further business until the Government explained its policy." bbox=[559, 852, 739, 900]
port-hokitika: HOKITIKA. bbox=[69, 365, 125, 376]
post-item: Letters bearing a late fee in postage stamps will be received until 2.25 p.m. bbox=[10, 1030, 184, 1052]
leader-date: FRIDAY, JULY 31, 1868. bbox=[45, 1569, 149, 1581]
headline: SEVERAL LIVES LOST. bbox=[587, 292, 711, 303]
news-item: A portion of the province of Canterbury has been declared to be infected with pleuro-pneumonia, and the transport of cattle from that district into the county of Westland prohibited. bbox=[376, 201, 549, 244]
column-rule bbox=[554, 57, 555, 1545]
meeting-report: The meeting ended with the usual vote of thanks to the Chairman. bbox=[931, 1428, 1105, 1449]
